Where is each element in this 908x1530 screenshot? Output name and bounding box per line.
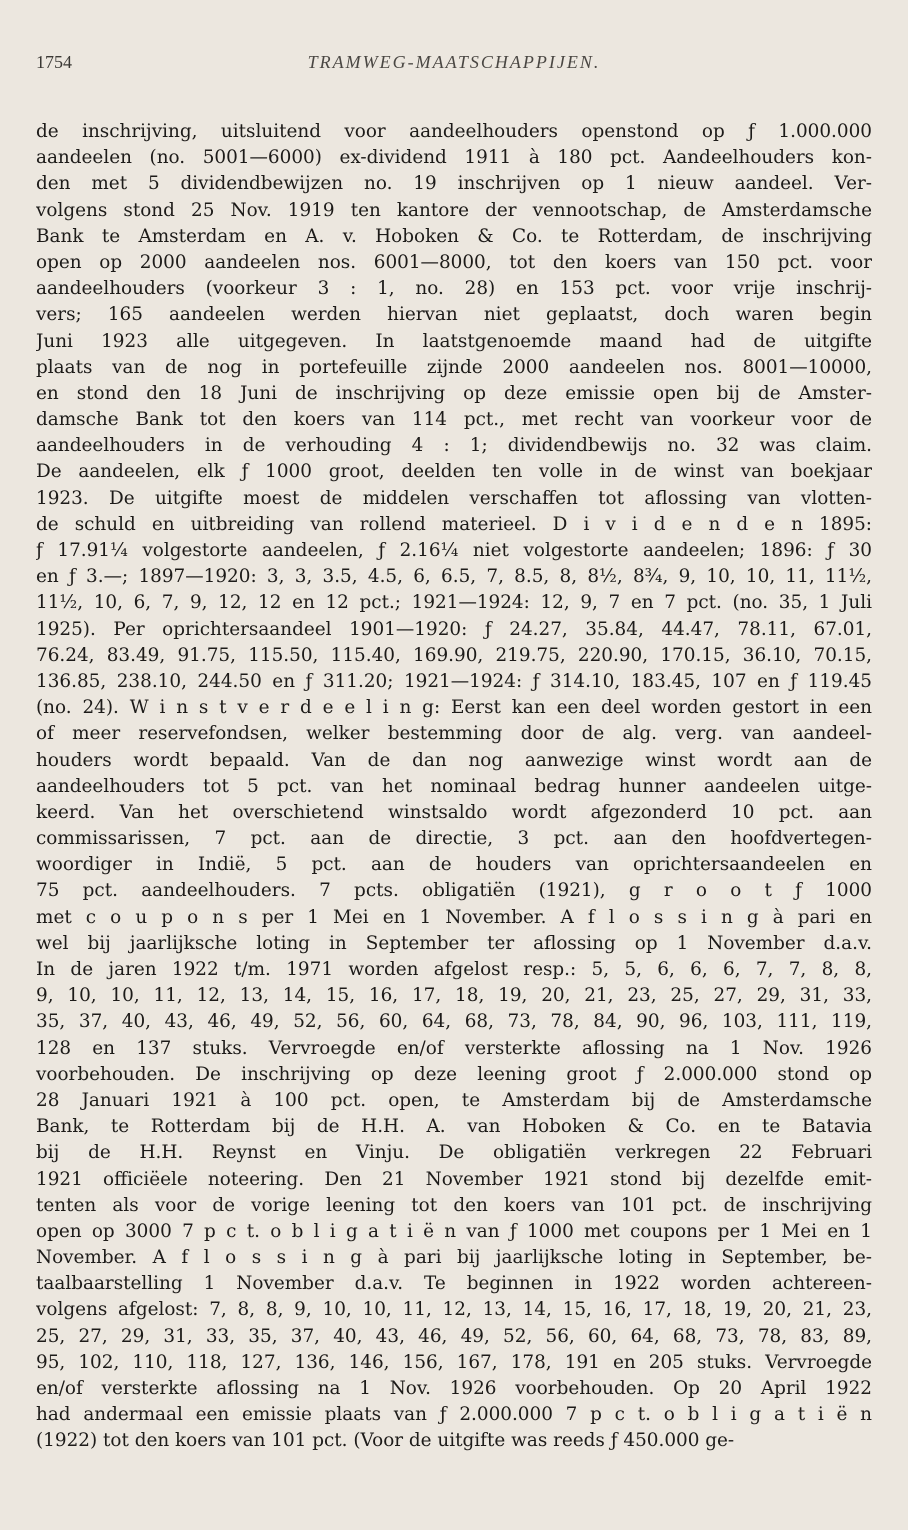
text-line: 11½, 10, 6, 7, 9, 12, 12 en 12 pct.; 1921—1924: 12, 9, 7 en 7 pct. (no. 35, 1 Juli [36, 592, 872, 614]
page-header [36, 52, 872, 82]
text-line: 75 pct. aandeelhouders. 7 pcts. obligatiën (1921), g r o o t ƒ 1000 [36, 880, 872, 902]
text-line: 76.24, 83.49, 91.75, 115.50, 115.40, 169.90, 219.75, 220.90, 170.15, 36.10, 70.15, [36, 644, 872, 666]
text-line: en/of versterkte aflossing na 1 Nov. 1926 voorbehouden. Op 20 April 1922 [36, 1378, 872, 1399]
text-line: Bank, te Rotterdam bij de H.H. A. van Hoboken & Co. en te Batavia [36, 1116, 872, 1138]
text-line: vers; 165 aandeelen werden hiervan niet geplaatst, doch waren begin [36, 304, 872, 326]
text-line: open op 3000 7 p c t. o b l i g a t i ë n van ƒ 1000 met coupons per 1 Mei en 1 [36, 1220, 872, 1242]
text-line: aandeelhouders in de verhouding 4 : 1; dividendbewijs no. 32 was claim. [36, 435, 872, 457]
text-line: De aandeelen, elk ƒ 1000 groot, deelden ten volle in de winst van boekjaar [36, 461, 872, 483]
text-line: volgens stond 25 Nov. 1919 ten kantore der vennootschap, de Amsterdamsche [36, 199, 872, 221]
running-head: TRAMWEG-MAATSCHAPPIJEN. [307, 52, 601, 72]
text-line: 28 Januari 1921 à 100 pct. open, te Amsterdam bij de Amsterdamsche [36, 1089, 872, 1111]
text-line: tenten als voor de vorige leening tot den koers van 101 pct. de inschrijving [36, 1194, 872, 1216]
text-line: of meer reservefondsen, welker bestemming door de alg. verg. van aandeel- [36, 723, 872, 745]
text-line: houders wordt bepaald. Van de dan nog aanwezige winst wordt aan de [36, 749, 872, 771]
text-line: taalbaarstelling 1 November d.a.v. Te beginnen in 1922 worden achtereen- [36, 1273, 872, 1295]
text-line: keerd. Van het overschietend winstsaldo wordt afgezonderd 10 pct. aan [36, 801, 872, 823]
text-line: Juni 1923 alle uitgegeven. In laatstgenoemde maand had de uitgifte [36, 330, 872, 352]
text-line: 136.85, 238.10, 244.50 en ƒ 311.20; 1921—1924: ƒ 314.10, 183.45, 107 en ƒ 119.45 [36, 670, 872, 692]
text-line: de inschrijving, uitsluitend voor aandeelhouders openstond op ƒ 1.000.000 [36, 121, 872, 142]
text-line: 1921 officiëele noteering. Den 21 November 1921 stond bij dezelfde emit- [36, 1168, 872, 1190]
text-line: 35, 37, 40, 43, 46, 49, 52, 56, 60, 64, 68, 73, 78, 84, 90, 96, 103, 111, 119, [36, 1011, 872, 1033]
body-text [36, 119, 872, 1455]
page-number: 1754 [36, 52, 72, 72]
text-line: 1923. De uitgifte moest de middelen verschaffen tot aflossing van vlotten- [36, 487, 872, 509]
text-line: voorbehouden. De inschrijving op deze leening groot ƒ 2.000.000 stond op [36, 1063, 872, 1085]
text-line: In de jaren 1922 t/m. 1971 worden afgelost resp.: 5, 5, 6, 6, 6, 7, 7, 8, 8, [36, 959, 872, 980]
text-line: volgens afgelost: 7, 8, 8, 9, 10, 10, 11, 12, 13, 14, 15, 16, 17, 18, 19, 20, 21, 23, [36, 1299, 872, 1321]
text-line: en ƒ 3.—; 1897—1920: 3, 3, 3.5, 4.5, 6, 6.5, 7, 8.5, 8, 8½, 8¾, 9, 10, 10, 11, 11½, [36, 566, 872, 588]
text-line: aandeelen (no. 5001—6000) ex-dividend 1911 à 180 pct. Aandeelhouders kon- [36, 147, 872, 169]
text-line: 95, 102, 110, 118, 127, 136, 146, 156, 167, 178, 191 en 205 stuks. Vervroegde [36, 1351, 872, 1373]
text-line: bij de H.H. Reynst en Vinju. De obligatiën verkregen 22 Februari [36, 1142, 872, 1164]
text-line: open op 2000 aandeelen nos. 6001—8000, tot den koers van 150 pct. voor [36, 251, 872, 273]
text-line: (1922) tot den koers van 101 pct. (Voor de uitgifte was reeds ƒ 450.000 ge- [36, 1430, 735, 1452]
text-line: plaats van de nog in portefeuille zijnde 2000 aandeelen nos. 8001—10000, [36, 356, 872, 378]
text-line: de schuld en uitbreiding van rollend materieel. D i v i d e n d e n 1895: [36, 513, 872, 535]
text-line: 128 en 137 stuks. Vervroegde en/of versterkte aflossing na 1 Nov. 1926 [36, 1037, 872, 1059]
text-line: den met 5 dividendbewijzen no. 19 inschrijven op 1 nieuw aandeel. Ver- [36, 173, 872, 195]
text-line: aandeelhouders tot 5 pct. van het nominaal bedrag hunner aandeelen uitge- [36, 775, 872, 797]
text-line: wel bij jaarlijksche loting in September ter aflossing op 1 November d.a.v. [36, 932, 872, 954]
text-line: 1925). Per oprichtersaandeel 1901—1920: ƒ 24.27, 35.84, 44.47, 78.11, 67.01, [36, 618, 872, 640]
text-line: commissarissen, 7 pct. aan de directie, 3 pct. aan den hoofdvertegen- [36, 828, 872, 850]
text-line: (no. 24). W i n s t v e r d e e l i n g: Eerst kan een deel worden gestort in een [36, 697, 872, 719]
text-line: 9, 10, 10, 11, 12, 13, 14, 15, 16, 17, 18, 19, 20, 21, 23, 25, 27, 29, 31, 33, [36, 985, 872, 1007]
text-line: woordiger in Indië, 5 pct. aan de houders van oprichtersaandeelen en [36, 854, 872, 876]
text-line: Bank te Amsterdam en A. v. Hoboken & Co. te Rotterdam, de inschrijving [36, 225, 872, 247]
text-line: ƒ 17.91¼ volgestorte aandeelen, ƒ 2.16¼ niet volgestorte aandeelen; 1896: ƒ 30 [36, 540, 872, 561]
text-line: damsche Bank tot den koers van 114 pct., met recht van voorkeur voor de [36, 409, 872, 431]
text-line: en stond den 18 Juni de inschrijving op deze emissie open bij de Amster- [36, 382, 872, 404]
text-line: had andermaal een emissie plaats van ƒ 2.000.000 7 p c t. o b l i g a t i ë n [36, 1404, 872, 1426]
text-line: 25, 27, 29, 31, 33, 35, 37, 40, 43, 46, 49, 52, 56, 60, 64, 68, 73, 78, 83, 89, [36, 1325, 872, 1347]
text-line: aandeelhouders (voorkeur 3 : 1, no. 28) en 153 pct. voor vrije inschrij- [36, 278, 872, 300]
text-line: met c o u p o n s per 1 Mei en 1 November. A f l o s s i n g à pari en [36, 906, 872, 928]
text-line: November. A f l o s s i n g à pari bij jaarlijksche loting in September, be- [36, 1247, 872, 1269]
